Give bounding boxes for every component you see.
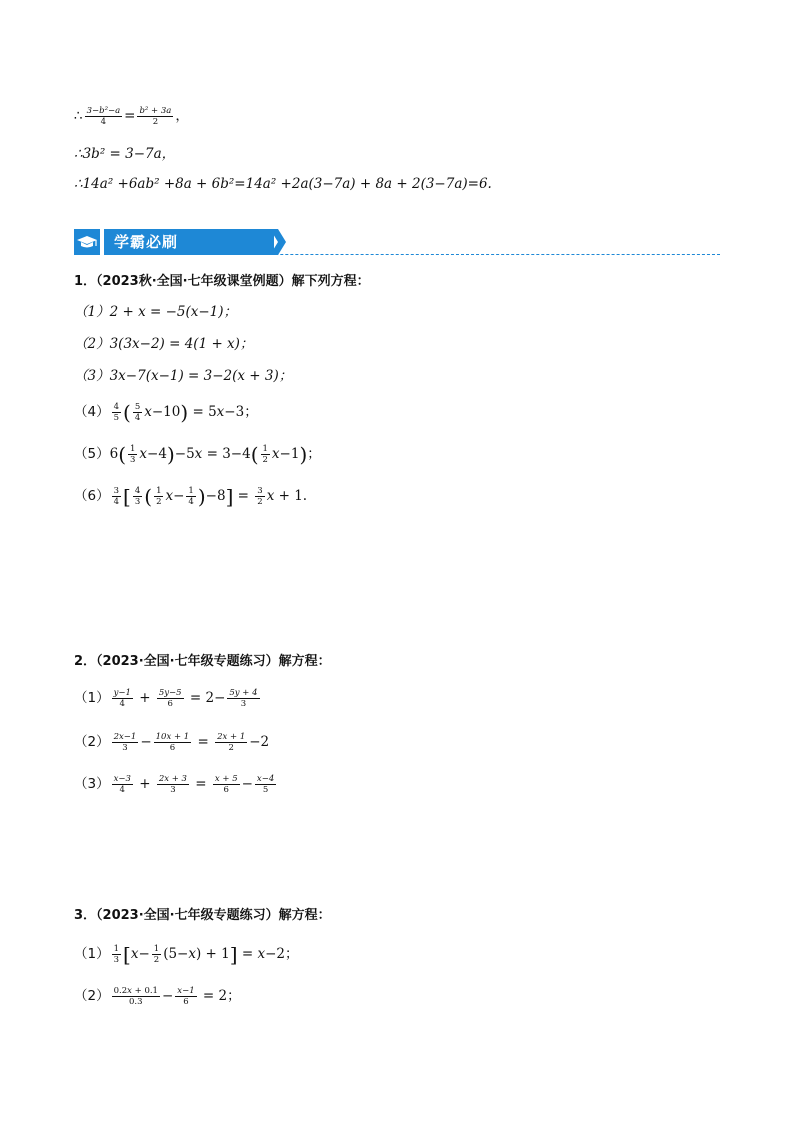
q2-part-1: （1） $\frac{y-1}{4}$ + $\frac{5y-5}{6}$ = 2− $\frac{5y + 4}{3}$ bbox=[74, 688, 258, 709]
fraction: $\frac{\text{b² + 3a}}{2}$ bbox=[139, 106, 172, 127]
solution-line-2: ∴3b² = 3−7a， bbox=[74, 146, 176, 162]
q1-part-4: （4） $\frac{4}{5}$ ( $\frac{5}{4}$ x−10) = 5x−3； bbox=[74, 400, 258, 425]
q2-part-2: （2） $\frac{2x-1}{3}$ − $\frac{10x + 1}{6}$ = $\frac{2x + 1}{2}$ −2 bbox=[74, 732, 270, 753]
fraction: $\frac{\text{3−b²−a}}{4}$ bbox=[86, 106, 121, 127]
solution-line-3: ∴14a² +6ab² +8a + 6b²=14a² +2a(3−7a) + 8a + 2(3−7a)=6. bbox=[74, 176, 492, 192]
graduation-cap-icon bbox=[74, 229, 100, 255]
banner-dashed-divider bbox=[210, 254, 720, 255]
question-1-header: 1．（2023秋·全国·七年级课堂例题）解下列方程： bbox=[74, 274, 370, 289]
q1-part-1: （1）2 + x = −5(x−1)； bbox=[74, 304, 238, 320]
q2-part-3: （3） $\frac{x-3}{4}$ + $\frac{2x + 3}{3}$ = $\frac{x + 5}{6}$ − $\frac{x-4}{5}$ bbox=[74, 774, 275, 795]
q3-part-1: （1） $\frac{1}{3}$ [x− $\frac{1}{2}$ (5−x) + 1] = x−2； bbox=[74, 942, 299, 967]
q3-part-2: （2） $\frac{0.2x + 0.1}{0.3}$ − $\frac{x-1}{6}$ = 2； bbox=[74, 986, 241, 1007]
chevron-right-icon bbox=[270, 229, 290, 255]
question-3-header: 3．（2023·全国·七年级专题练习）解方程： bbox=[74, 908, 331, 923]
q1-part-2: （2）3(3x−2) = 4(1 + x)； bbox=[74, 336, 254, 352]
solution-line-1: ∴ $\frac{\text{3−b²−a}}{4}$ = $\frac{\text{b² + 3a}}{2}$ ， bbox=[74, 106, 189, 127]
q1-part-3: （3）3x−7(x−1) = 3−2(x + 3)； bbox=[74, 368, 293, 384]
q1-part-5: （5）6( $\frac{1}{3}$ x−4)−5x = 3−4( $\frac{1}{2}$ x−1)； bbox=[74, 442, 321, 467]
question-2-header: 2．（2023·全国·七年级专题练习）解方程： bbox=[74, 654, 331, 669]
section-title: 学霸必刷 bbox=[104, 229, 274, 255]
q1-part-6: （6） $\frac{3}{4}$ [ $\frac{4}{3}$ ( $\frac{1}{2}$ x− $\frac{1}{4}$ )−8] = $\frac{3}{2}$ x + 1. bbox=[74, 484, 308, 509]
